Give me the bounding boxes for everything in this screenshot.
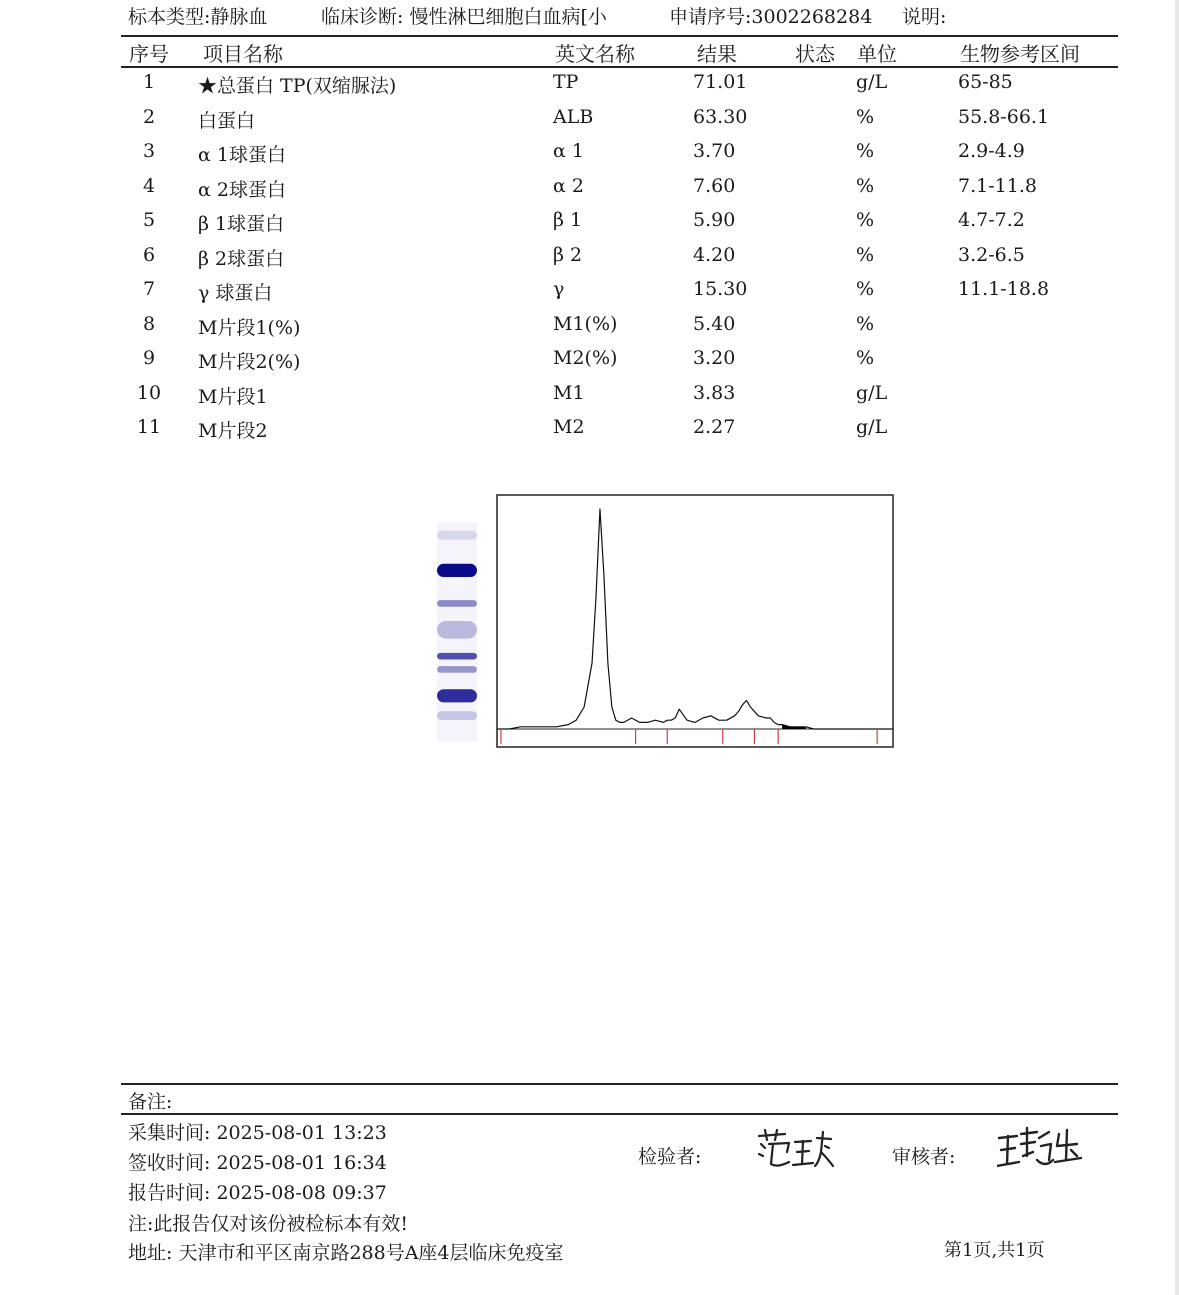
- col-header-en: 英文名称: [555, 42, 635, 66]
- cell-ref: 55.8-66.1: [958, 105, 1050, 128]
- cell-unit: %: [856, 243, 875, 266]
- table-header-rule: [121, 66, 1118, 68]
- cell-unit: g/L: [856, 381, 888, 404]
- chart-frame: [497, 495, 893, 747]
- remarks-top-rule: [121, 1083, 1118, 1085]
- col-header-no: 序号: [129, 42, 169, 66]
- cell-result: 3.70: [693, 140, 736, 162]
- gel-band-4: [437, 621, 477, 639]
- col-header-unit: 单位: [857, 42, 897, 66]
- cell-unit: %: [856, 105, 875, 128]
- cell-name: M片段1(%): [198, 316, 301, 339]
- cell-unit: g/L: [856, 416, 888, 438]
- remarks-label: 备注:: [128, 1091, 173, 1113]
- cell-no: 5: [142, 209, 156, 231]
- cell-no: 2: [142, 105, 156, 128]
- cell-no: 4: [142, 174, 156, 197]
- clinical-diagnosis: 临床诊断: 慢性淋巴细胞白血病[小: [321, 6, 607, 28]
- cell-en: γ: [553, 278, 565, 300]
- col-header-result: 结果: [697, 42, 737, 66]
- cell-no: 11: [136, 416, 162, 438]
- cell-en: α 1: [553, 140, 584, 162]
- page-edge: [1175, 0, 1179, 1295]
- cell-name: γ 球蛋白: [198, 282, 273, 304]
- gel-band-5: [437, 653, 477, 660]
- cell-en: M1(%): [553, 312, 618, 335]
- cell-unit: %: [856, 209, 875, 231]
- cell-ref: 11.1-18.8: [958, 278, 1050, 300]
- col-header-name: 项目名称: [203, 42, 283, 66]
- gel-band-8: [437, 711, 477, 720]
- cell-no: 10: [136, 381, 162, 404]
- cell-no: 8: [142, 312, 156, 335]
- page-info: 第1页,共1页: [944, 1240, 1045, 1261]
- cell-no: 7: [142, 278, 156, 300]
- cell-name: α 1球蛋白: [198, 144, 286, 166]
- cell-name: ★总蛋白 TP(双缩脲法): [198, 75, 397, 97]
- cell-no: 9: [142, 347, 156, 369]
- cell-ref: 7.1-11.8: [958, 174, 1037, 197]
- cell-en: TP: [553, 71, 579, 93]
- cell-result: 71.01: [693, 71, 748, 93]
- cell-name: β 1球蛋白: [198, 213, 285, 235]
- cell-en: M1: [553, 381, 585, 404]
- cell-unit: %: [856, 278, 875, 300]
- cell-result: 63.30: [693, 105, 748, 128]
- cell-ref: 65-85: [958, 71, 1013, 93]
- electrophoresis-densitogram: [496, 494, 894, 748]
- cell-result: 2.27: [693, 416, 736, 438]
- note-label: 说明:: [902, 6, 947, 28]
- gel-band-3: [437, 600, 477, 607]
- cell-unit: g/L: [856, 71, 888, 93]
- cell-result: 7.60: [693, 174, 736, 197]
- col-header-ref: 生物参考区间: [960, 42, 1080, 66]
- cell-no: 3: [142, 140, 156, 162]
- gel-band-7: [437, 689, 477, 702]
- col-header-status: 状态: [795, 42, 835, 66]
- cell-no: 1: [142, 71, 156, 93]
- cell-name: α 2球蛋白: [198, 178, 286, 201]
- cell-result: 3.20: [693, 347, 736, 369]
- cell-ref: 4.7-7.2: [958, 209, 1025, 231]
- tester-label: 检验者:: [638, 1146, 702, 1168]
- collect-time: 采集时间: 2025-08-01 13:23: [128, 1122, 387, 1144]
- cell-result: 3.83: [693, 381, 736, 404]
- cell-result: 15.30: [693, 278, 748, 300]
- cell-en: M2: [553, 416, 585, 438]
- gel-band-6: [437, 666, 477, 673]
- cell-result: 5.90: [693, 209, 736, 231]
- gel-band-1: [437, 531, 477, 540]
- request-number: 申请序号:3002268284: [669, 6, 873, 28]
- disclaimer: 注:此报告仅对该份被检标本有效!: [128, 1213, 409, 1235]
- densitogram-trace: [497, 509, 893, 729]
- cell-ref: 2.9-4.9: [958, 140, 1025, 162]
- cell-en: β 1: [553, 209, 583, 231]
- cell-en: β 2: [553, 243, 583, 266]
- cell-result: 4.20: [693, 243, 736, 266]
- sample-type: 标本类型:静脉血: [128, 6, 268, 28]
- electrophoresis-gel-strip: [437, 522, 477, 742]
- cell-no: 6: [142, 243, 156, 266]
- remarks-bottom-rule: [121, 1113, 1118, 1115]
- reviewer-signature: [997, 1126, 1083, 1172]
- table-top-rule: [121, 35, 1118, 37]
- cell-ref: 3.2-6.5: [958, 243, 1025, 266]
- gel-band-2: [437, 564, 477, 577]
- cell-name: M片段1: [198, 385, 268, 408]
- cell-en: α 2: [553, 174, 584, 197]
- cell-result: 5.40: [693, 312, 736, 335]
- cell-unit: %: [856, 312, 875, 335]
- cell-name: M片段2(%): [198, 351, 301, 373]
- tester-signature: [755, 1128, 835, 1172]
- cell-name: M片段2: [198, 420, 268, 442]
- reviewer-label: 审核者:: [892, 1146, 956, 1168]
- lab-address: 地址: 天津市和平区南京路288号A座4层临床免疫室: [128, 1242, 564, 1264]
- cell-unit: %: [856, 140, 875, 162]
- report-time: 报告时间: 2025-08-08 09:37: [128, 1182, 387, 1204]
- cell-en: M2(%): [553, 347, 618, 369]
- receive-time: 签收时间: 2025-08-01 16:34: [128, 1152, 387, 1174]
- cell-name: 白蛋白: [198, 109, 256, 132]
- cell-en: ALB: [553, 105, 594, 128]
- cell-name: β 2球蛋白: [198, 247, 285, 270]
- cell-unit: %: [856, 174, 875, 197]
- cell-unit: %: [856, 347, 875, 369]
